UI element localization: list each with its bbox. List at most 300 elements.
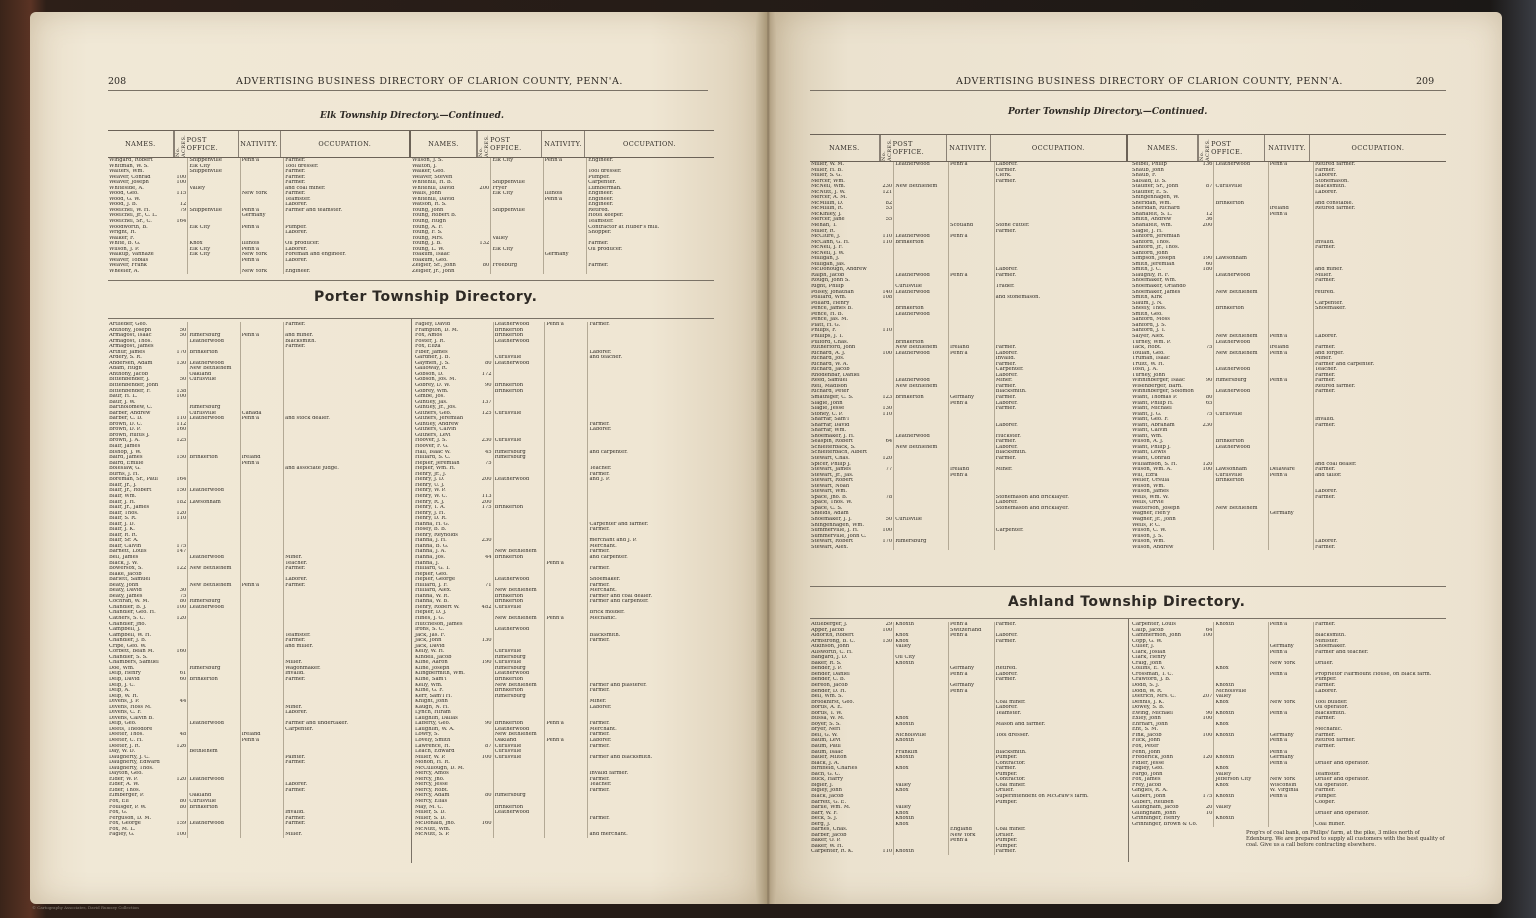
cell-occupation: Laborer. bbox=[285, 577, 308, 583]
cell-name: Bauer, Milton bbox=[811, 755, 847, 761]
cell-acres: 200 bbox=[1199, 223, 1213, 229]
cell-occupation: Laborer. bbox=[285, 246, 308, 252]
cell-name: Young, L. W. bbox=[412, 246, 445, 252]
col-names: NAMES. bbox=[1128, 135, 1198, 161]
cell-name: Chambers, Samuel bbox=[109, 660, 159, 666]
cell-name: Bryer, Nerl bbox=[811, 727, 841, 733]
cell-post-office: Rimersburg bbox=[493, 694, 545, 700]
cell-name: Walker, Geo. bbox=[412, 169, 445, 175]
cell-post-office: New Bethlehem bbox=[493, 588, 545, 594]
cell-name: Kerr, Sam'l H. bbox=[415, 693, 452, 699]
left-page bbox=[30, 12, 760, 904]
cell-occupation: Carpenter. bbox=[1314, 300, 1343, 306]
cell-acres: 140 bbox=[879, 290, 894, 296]
table-row bbox=[810, 849, 1128, 855]
col-occupation: OCCUPATION. bbox=[281, 131, 411, 157]
cell-occupation: Blacksmith. bbox=[995, 749, 1027, 755]
cell-post-office: Lawsonham bbox=[1214, 467, 1268, 473]
cell-name: Truman, Isaac bbox=[1132, 356, 1170, 362]
cell-nativity: Ireland bbox=[949, 345, 995, 351]
cell-name: Wisenberger, Barn. bbox=[1132, 383, 1183, 389]
cell-occupation: Driller and operator. bbox=[1314, 777, 1370, 783]
cell-post-office: New Bethlehem bbox=[493, 732, 545, 738]
cell-nativity bbox=[543, 269, 587, 275]
cell-name: Fargo, John bbox=[1132, 771, 1163, 777]
cell-occupation: Carpenter. bbox=[588, 180, 617, 186]
cell-name: Guntley, Jr., Jos. bbox=[415, 405, 457, 411]
cell-nativity: New York bbox=[949, 833, 995, 839]
cell-nativity: Penn'a bbox=[240, 225, 284, 231]
cell-name: Attleberger, J. bbox=[811, 622, 848, 627]
cell-occupation: Farmer. bbox=[285, 815, 306, 821]
cell-name: Boreman, Sr., Paul bbox=[109, 477, 158, 483]
cell-nativity: Penn'a bbox=[949, 234, 995, 240]
cell-post-office: Curllsville bbox=[188, 799, 240, 805]
cell-post-office: Valley bbox=[1214, 772, 1268, 778]
left-page-number: 208 bbox=[108, 76, 127, 87]
cell-name: Young, A. F. bbox=[412, 224, 443, 230]
cell-name: Wiant, Wm. bbox=[1132, 433, 1163, 439]
cell-name: Smith, Geo. bbox=[1132, 311, 1163, 317]
cell-occupation: Blacksmith. bbox=[1314, 710, 1346, 716]
cell-name: Chandler, J. B. bbox=[109, 638, 147, 644]
cell-name: Henry, Reynolds bbox=[415, 532, 458, 538]
cell-post-office: Leatherwood bbox=[894, 351, 949, 357]
cell-name: Weaver, Steven bbox=[412, 174, 453, 180]
cell-post-office: Oakland bbox=[188, 793, 240, 799]
cell-name: Hepler, George bbox=[415, 577, 456, 583]
cell-post-office: Leatherwood bbox=[188, 488, 240, 494]
cell-occupation: Laborer. bbox=[1314, 489, 1338, 495]
cell-name: Stauffer, E. S. bbox=[1132, 189, 1169, 195]
ashland-table-right bbox=[1131, 622, 1446, 832]
cell-name: Wells, P. C. bbox=[1132, 522, 1161, 528]
cell-post-office: Leatherwood bbox=[1214, 273, 1268, 279]
cell-acres: 77 bbox=[879, 467, 894, 473]
cell-acres: 122 bbox=[174, 566, 188, 572]
cell-occupation: Farmer. bbox=[285, 191, 306, 197]
cell-name: Fox, George bbox=[109, 821, 141, 827]
cell-acres: 64 bbox=[1199, 628, 1213, 634]
cell-occupation: Laborer. bbox=[1314, 688, 1338, 694]
cell-occupation: Pumper. bbox=[995, 771, 1018, 777]
cell-name: Stewart, Robert bbox=[811, 478, 854, 484]
cell-name: Gobson, Jos. M. bbox=[415, 377, 457, 383]
cell-name: Richard, Jos. bbox=[811, 356, 845, 362]
cell-post-office: Elk City bbox=[188, 164, 240, 170]
cell-occupation: Driller and operator. bbox=[1314, 760, 1370, 766]
cell-acres: 110 bbox=[174, 516, 188, 522]
cell-post-office: Leatherwood bbox=[493, 577, 545, 583]
col-nativity: NATIVITY. bbox=[239, 131, 281, 157]
cell-post-office: Shippenville bbox=[188, 169, 240, 175]
cell-name: Bittenbender, John bbox=[109, 383, 159, 389]
cell-name: Bender, D. H. bbox=[811, 688, 847, 694]
cell-name: Hoover, J. S. bbox=[415, 438, 447, 444]
cell-acres: 44 bbox=[479, 555, 493, 561]
cell-post-office: Knoxth bbox=[1214, 683, 1268, 689]
cell-name: Wilson, Wm. A. bbox=[1132, 467, 1172, 473]
cell-nativity bbox=[545, 832, 588, 838]
cell-acres: 207 bbox=[1199, 694, 1213, 700]
cell-nativity: Germany bbox=[240, 213, 284, 219]
cell-name: Will, Ezra bbox=[1132, 472, 1158, 478]
cell-occupation: Lumberman. bbox=[588, 185, 622, 191]
cell-name: Miller, S. D. bbox=[415, 815, 446, 821]
cell-occupation: Farmer. bbox=[285, 158, 306, 163]
cell-post-office: Brinkerton bbox=[894, 306, 949, 312]
cell-name: Dowey, S. B. bbox=[1132, 705, 1165, 711]
cell-post-office bbox=[188, 832, 240, 838]
cell-acres: 80 bbox=[174, 599, 188, 605]
cell-nativity: Germany bbox=[949, 683, 995, 689]
cell-post-office: Brinkerton bbox=[493, 505, 545, 511]
cell-name: Daugherty, J. C. bbox=[109, 754, 150, 760]
col-acres: No. ACRES. bbox=[174, 131, 187, 157]
cell-nativity: Penn'a bbox=[1268, 794, 1313, 800]
cell-name: Baker, O. P. bbox=[811, 838, 841, 844]
cell-occupation: Merchant. bbox=[589, 543, 617, 549]
cell-occupation: Farmer. bbox=[589, 421, 610, 427]
cell-occupation: Laborer. bbox=[995, 372, 1018, 378]
cell-name: Wright, H. bbox=[109, 230, 137, 236]
cell-name: Sanford, Jr., Thos. bbox=[1132, 245, 1180, 251]
col-names: NAMES. bbox=[411, 131, 477, 157]
cell-acres: 75 bbox=[479, 461, 493, 467]
cell-name: Bartholomew, C. bbox=[109, 405, 153, 411]
cell-name: Laughlin, W. A. bbox=[415, 726, 455, 732]
cell-nativity bbox=[1268, 822, 1313, 828]
cell-acres: 182 bbox=[174, 500, 188, 506]
cell-name: Hepler, Wm. H. bbox=[415, 466, 456, 472]
cell-name: Guthers, Calvin bbox=[415, 427, 457, 433]
cell-occupation: Farmer. bbox=[589, 582, 610, 588]
cell-name: Hilliard, Alex. bbox=[415, 588, 452, 594]
cell-name: Adam, Hugh bbox=[109, 366, 142, 372]
cell-name: Bittenbender, F. bbox=[109, 388, 151, 394]
cell-post-office: Brinkerton bbox=[188, 805, 240, 811]
cell-name: Weaver, Joseph bbox=[109, 180, 149, 186]
cell-post-office: Knox bbox=[894, 811, 949, 817]
cell-occupation: Pumper. bbox=[1314, 677, 1337, 683]
cell-acres: 100 bbox=[174, 605, 188, 611]
cell-name: Chandler, B. J. bbox=[109, 604, 147, 610]
cell-name: Carpenter, Louis bbox=[1132, 622, 1176, 627]
cell-name: Deets, Theodore bbox=[109, 726, 153, 732]
cell-name: Henry, U. J. bbox=[415, 482, 445, 488]
cell-nativity: Penn'a bbox=[949, 622, 995, 628]
cell-occupation: Laborer. bbox=[589, 349, 612, 355]
cell-post-office: Brinkerton bbox=[188, 350, 240, 356]
cell-name: Shaub, F. bbox=[1132, 173, 1157, 179]
right-page-number: 209 bbox=[1416, 76, 1435, 87]
cell-occupation: Farmer. bbox=[995, 345, 1017, 351]
cell-occupation: Merchant. bbox=[589, 726, 617, 732]
cell-acres: 80 bbox=[477, 263, 491, 269]
cell-name: Wells, Wm. W. bbox=[1132, 494, 1169, 500]
cell-acres: 75 bbox=[174, 594, 188, 600]
cell-name: Clark, Josiah bbox=[1132, 649, 1166, 655]
cell-post-office: New Bethlehem bbox=[493, 616, 545, 622]
cell-acres: 82 bbox=[879, 201, 894, 207]
cell-occupation: Farmer. bbox=[285, 787, 306, 793]
cell-occupation: Laborer. bbox=[1314, 539, 1338, 545]
porter-cont-table-right bbox=[1131, 162, 1446, 582]
cell-post-office: Leatherwood bbox=[1214, 367, 1268, 373]
cell-occupation: and teacher. bbox=[589, 355, 622, 361]
cell-name: Wilson, Wm. bbox=[1132, 483, 1165, 489]
cell-acres: 136 bbox=[1199, 162, 1213, 168]
cell-name: Henry, Jr., J. bbox=[415, 471, 447, 477]
cell-name: Sanford, J. T. bbox=[1132, 328, 1166, 334]
cell-occupation: Laborer. bbox=[285, 710, 308, 716]
cell-name: Pollard, Henry bbox=[811, 300, 850, 306]
cell-nativity: New York bbox=[1268, 661, 1313, 667]
cell-post-office: Brinkerton bbox=[1214, 201, 1268, 207]
cell-name: Guthers, Geo. bbox=[415, 410, 452, 416]
cell-nativity: New York bbox=[1268, 777, 1313, 783]
cell-post-office: Rimersburg bbox=[188, 666, 240, 672]
cell-name: Gardner, J. B. bbox=[415, 355, 451, 361]
cell-nativity: Ireland bbox=[949, 467, 995, 473]
cell-acres: 175 bbox=[174, 544, 188, 550]
cell-nativity: Penn'a bbox=[949, 838, 995, 844]
cell-acres: 137 bbox=[479, 400, 493, 406]
cell-occupation: Retired. bbox=[995, 666, 1017, 672]
cell-acres: 150 bbox=[174, 488, 188, 494]
cell-name: McKinley, J. bbox=[811, 211, 842, 217]
cell-name: Wagner, Hen'y bbox=[1132, 511, 1171, 517]
cell-post-office: Leatherwood bbox=[493, 810, 545, 816]
cell-name: Bell, Wm. S. bbox=[811, 694, 844, 700]
cell-name: McNutt, Wm. bbox=[415, 826, 451, 832]
cell-occupation: Carpenter. bbox=[995, 367, 1024, 373]
cell-acres: 64 bbox=[879, 439, 894, 445]
cell-acres: 180 bbox=[1199, 267, 1213, 273]
cell-name: Kline, Joseph bbox=[415, 665, 450, 671]
cell-nativity: Germany bbox=[1268, 511, 1313, 517]
cell-occupation: Teamster. bbox=[285, 632, 311, 638]
cell-occupation: Painter. bbox=[285, 754, 306, 760]
cell-name: Daugherty, Thos. bbox=[109, 765, 154, 771]
right-head-rule bbox=[810, 90, 1446, 91]
cell-name: Bender, C. B. bbox=[811, 677, 846, 683]
cell-post-office: Nicholsville bbox=[1214, 689, 1268, 695]
cell-nativity: New York bbox=[240, 191, 284, 197]
cell-post-office: Knoxth bbox=[894, 738, 949, 744]
cell-occupation: Driller. bbox=[995, 788, 1014, 794]
elk-end-rule bbox=[108, 280, 714, 281]
cell-name: Barrett, G. E. bbox=[811, 799, 847, 805]
cell-post-office: Rimersburg bbox=[188, 599, 240, 605]
cell-occupation: Pumper. bbox=[995, 843, 1018, 849]
cell-post-office: Curllsville bbox=[1214, 473, 1268, 479]
cell-name: Baker, R. S. bbox=[811, 660, 842, 666]
cell-name: Stewart, James bbox=[811, 467, 851, 473]
cell-name: Smith, J. C. bbox=[1132, 267, 1162, 273]
cell-occupation: Shopper. bbox=[588, 230, 612, 236]
cell-acres: 123 bbox=[879, 395, 894, 401]
cell-occupation: Blacksmith. bbox=[1314, 633, 1346, 639]
cell-occupation: Farmer. bbox=[1314, 372, 1336, 378]
cell-name: Henry, W. C. bbox=[415, 493, 448, 499]
cell-name: Exley, John bbox=[1132, 716, 1161, 722]
col-occupation: OCCUPATION. bbox=[991, 135, 1128, 161]
cell-nativity: England bbox=[949, 827, 995, 833]
table-row bbox=[810, 545, 1128, 551]
cell-name: Philips, F. bbox=[811, 328, 837, 334]
cell-post-office: New Bethlehem bbox=[894, 345, 949, 351]
cell-name: Lawrence, H. bbox=[415, 743, 451, 749]
cell-name: Irons, S. C. bbox=[415, 627, 445, 633]
cell-name: Hanna, B. G. bbox=[415, 543, 449, 549]
cell-post-office: Leatherwood bbox=[493, 339, 545, 345]
cell-post-office: New Bethlehem bbox=[188, 583, 240, 589]
cell-occupation: Laborer. bbox=[995, 633, 1018, 639]
col-nativity: NATIVITY. bbox=[542, 131, 584, 157]
cell-name: Wilson, J. P. bbox=[109, 246, 140, 252]
cell-nativity: Penn'a bbox=[545, 721, 588, 727]
cell-name: Lynch, Hiram bbox=[415, 710, 451, 716]
cell-occupation: Contractor. bbox=[995, 760, 1026, 766]
cell-nativity: Switzerland bbox=[949, 628, 995, 634]
cell-post-office: Knoxth bbox=[1214, 733, 1268, 739]
elk-table-right bbox=[411, 158, 714, 276]
cell-acres: 125 bbox=[479, 411, 493, 417]
cell-name: Summerville, John C. bbox=[811, 533, 867, 539]
cell-post-office: Valley bbox=[188, 186, 240, 192]
cell-occupation: Blacksmith. bbox=[995, 450, 1027, 456]
cell-name: Blair, Calvin bbox=[109, 543, 142, 549]
cell-occupation: Blacksmith. bbox=[1314, 184, 1346, 190]
cell-name: Winninberger, Isaac bbox=[1132, 378, 1185, 384]
cell-name: Fox, Eliza bbox=[415, 344, 441, 350]
cell-post-office: Knoxth bbox=[1214, 755, 1268, 761]
ashland-center-rule bbox=[1128, 618, 1129, 862]
cell-nativity: Wisconsin bbox=[1268, 783, 1313, 789]
cell-nativity: New York bbox=[240, 269, 284, 275]
cell-occupation: Laborer. bbox=[995, 671, 1018, 677]
cell-post-office: Knox bbox=[1214, 783, 1268, 789]
cell-name: Delp, W. H. bbox=[109, 693, 139, 699]
cell-name: Mercer, A. M. bbox=[811, 195, 848, 201]
cell-name: Blair, James bbox=[109, 444, 141, 450]
cell-name: Mercy, Amos bbox=[415, 771, 449, 777]
cell-occupation: Superintendent on McGraw's farm. bbox=[995, 793, 1089, 799]
cell-name: Hanna, W. B. bbox=[415, 599, 449, 605]
cell-occupation: Laborer. bbox=[995, 350, 1018, 356]
cell-post-office: Knox bbox=[894, 788, 949, 794]
cell-occupation: Trader. bbox=[995, 284, 1015, 290]
cell-post-office: Knox bbox=[894, 639, 949, 645]
cell-post-office: New Bethlehem bbox=[188, 366, 240, 372]
cell-name: Hilliard, J. F. bbox=[415, 582, 448, 588]
cell-name: Guthers, Jeremiah bbox=[415, 416, 464, 422]
cell-nativity: Penn'a bbox=[240, 208, 284, 214]
cell-name: Richard, Peter bbox=[811, 389, 849, 395]
cell-name: Miller, H. B. bbox=[811, 167, 843, 173]
cell-occupation: Farmer. bbox=[589, 721, 610, 727]
cell-post-office: Knox bbox=[894, 633, 949, 639]
cell-name: Shoemaker, J. J. bbox=[811, 517, 852, 522]
cell-name: Laughlin, Dallas bbox=[415, 715, 458, 721]
cell-name: Burns, J. H. bbox=[109, 471, 140, 477]
cell-occupation: Teamster. bbox=[995, 710, 1022, 716]
cell-acres: 110 bbox=[879, 240, 894, 246]
cell-name: Sanford, Moss bbox=[1132, 317, 1170, 323]
cell-occupation: Stonemason and bricklayer. bbox=[995, 505, 1069, 511]
cell-post-office: Brinkerton bbox=[493, 721, 545, 727]
table-row bbox=[411, 269, 714, 275]
cell-name: Tosh, J. A. bbox=[1132, 367, 1158, 373]
cell-occupation: Miller. bbox=[1314, 272, 1332, 278]
cell-post-office: New Bethlehem bbox=[493, 683, 545, 689]
cell-post-office bbox=[491, 269, 543, 275]
cell-name: Copp, G. W. bbox=[1132, 638, 1163, 644]
cell-name: Mercy, Robt. bbox=[415, 787, 449, 793]
cell-name: Salyer, Alex. bbox=[1132, 333, 1165, 339]
porter-center-rule bbox=[411, 318, 412, 863]
cell-name: Beaty, John bbox=[109, 582, 139, 588]
cell-occupation: Invalid. bbox=[285, 810, 305, 816]
cell-occupation: Farmer. bbox=[995, 228, 1017, 234]
cell-name: Grinninger, Brown & Co. bbox=[1132, 821, 1198, 827]
cell-post-office: Curllsville bbox=[1214, 184, 1268, 190]
cell-name: Corbett, Bean M. bbox=[109, 649, 155, 655]
cell-acres: 50 bbox=[879, 517, 894, 523]
cell-name: Rough, John S. bbox=[811, 278, 850, 284]
cell-acres: 172 bbox=[479, 372, 493, 378]
cell-name: Smith, Andrew bbox=[1132, 217, 1172, 223]
cell-post-office: Shippenville bbox=[491, 208, 543, 214]
cell-name: Wiant, Conrad bbox=[1132, 455, 1171, 461]
cell-acres bbox=[879, 545, 894, 551]
table-row bbox=[108, 832, 411, 838]
cell-occupation: Driller. bbox=[1314, 660, 1334, 666]
cell-post-office: Brinkerton bbox=[894, 340, 949, 346]
cell-acres: 80 bbox=[174, 805, 188, 811]
cell-post-office: Curllsville bbox=[1214, 412, 1268, 418]
cell-post-office: Rimersburg bbox=[493, 455, 545, 461]
cell-name: Wood, G. W. bbox=[109, 196, 141, 202]
cell-post-office: Freeburg bbox=[491, 263, 543, 269]
cell-occupation: Oil producer. bbox=[588, 246, 623, 252]
cell-name: Weaver, Frank bbox=[109, 263, 147, 269]
cell-acres: 120 bbox=[174, 511, 188, 517]
cell-name: Brown, D. C. bbox=[109, 421, 143, 427]
cell-occupation: Pumper. bbox=[995, 799, 1018, 805]
cell-name: Richard, A. J. bbox=[811, 350, 846, 356]
cell-acres: 120 bbox=[879, 456, 894, 462]
cell-occupation: Farmer. bbox=[285, 566, 306, 572]
cell-name: Baum, Paul bbox=[811, 744, 841, 750]
cell-name: Frey, Jacob bbox=[1132, 782, 1162, 788]
cell-nativity: Penn'a bbox=[1268, 711, 1313, 717]
cell-name: Mercy, Jesse bbox=[415, 782, 448, 788]
cell-name: Carpenter, R. K. bbox=[811, 849, 854, 855]
cell-acres: 90 bbox=[479, 721, 493, 727]
cell-name: Hanna, W. R. bbox=[415, 593, 449, 599]
cell-acres bbox=[1199, 822, 1213, 828]
cell-nativity: Penn'a bbox=[240, 583, 284, 589]
cell-name: Barber, C. D. bbox=[109, 416, 143, 422]
cell-post-office: Brinkerton bbox=[493, 383, 545, 389]
cell-name: Mehan, T. bbox=[811, 223, 837, 229]
cell-name: Pence, James B. bbox=[811, 306, 853, 312]
cell-name: Shoemaker, J. H. bbox=[811, 433, 855, 439]
cell-occupation: Farmer. bbox=[589, 566, 610, 572]
cell-name: Pulford, Chas. bbox=[811, 339, 849, 345]
